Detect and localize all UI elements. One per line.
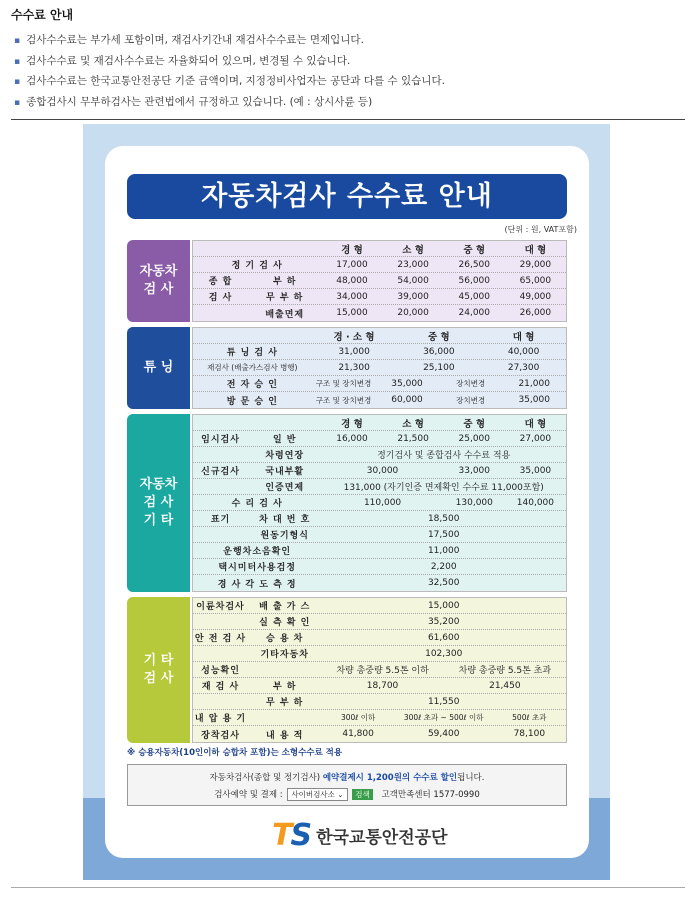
table-header: 경 · 소 형 [333,331,375,343]
row-label: 기타자동차 [260,650,309,660]
table-cell: 102,300 [425,648,463,659]
table-row [193,273,566,289]
table-cell: 21,300 [338,362,370,373]
table-cell: 장치변경 [456,395,486,405]
logo-s: S [290,818,311,853]
discount-line [128,771,566,783]
row-label: 재검사 (배출가스검사 병행) [207,363,298,372]
table-row [193,511,566,527]
table-row [193,392,566,408]
table-cell: 25,000 [458,433,490,444]
row-label: 성능확인 [201,666,240,676]
row-label: 표기 [210,515,231,525]
poster-title: 자동차검사 수수료 안내 [127,174,567,219]
table-cell: 59,400 [427,729,460,739]
row-label: 차령연장 [265,451,305,461]
table-cell: 36,000 [423,346,455,357]
row-label: 안 전 검 사 [194,634,247,644]
table-row [193,257,566,273]
table-header: 소 형 [402,244,424,256]
table-row [193,726,566,742]
row-label: 배 출 가 스 [259,602,311,612]
center-select[interactable] [287,788,347,801]
table-cell: 65,000 [519,275,552,286]
row-label: 차 대 번 호 [259,515,311,525]
table-cell: 60,000 [391,395,423,405]
table-cell: 21,000 [518,378,550,389]
table-cell: 45,000 [458,291,490,302]
row-label: 배출면제 [265,309,305,320]
table-cell: 27,300 [507,362,540,373]
fee-poster [83,124,610,880]
row-label: 운행차소음확인 [223,547,292,557]
section-label: 기 타 검 사 [127,597,190,743]
table-cell: 24,000 [458,308,490,318]
table-row [193,646,566,662]
table-cell: 17,500 [427,529,460,540]
divider [11,887,685,888]
table-row [193,305,566,321]
table-row [193,241,566,257]
table-row [193,360,566,376]
row-label: 방 문 승 인 [226,396,278,407]
table-row [193,376,566,392]
row-label: 재 검 사 [201,682,240,692]
row-label: 내 용 적 [266,730,304,741]
discount-text: 자동차검사(종합 및 정기검사) [209,773,321,783]
row-label: 수 리 검 사 [231,499,283,509]
row-label: 장착검사 [201,730,240,741]
row-label: 일 반 [272,435,297,445]
reserve-line [128,788,566,801]
row-label: 국내부활 [265,467,305,477]
poster-card [105,146,589,858]
table-row [193,431,566,447]
row-label: 경 사 각 도 측 정 [217,579,297,590]
table-header: 대 형 [524,418,547,430]
table-cell: 15,000 [336,308,368,318]
table-row [193,447,566,463]
row-label: 내 압 용 기 [194,714,247,724]
table-cell: 130,000 [455,497,493,508]
row-label: 원동기형식 [260,531,309,541]
table-row [193,614,566,630]
table-cell: 300ℓ 초과 ~ 500ℓ 이하 [403,713,484,722]
table-cell: 500ℓ 초과 [512,713,547,722]
table-header: 대 형 [524,244,547,256]
row-label: 정 기 검 사 [231,261,283,271]
note-item: ▪ 검사수수료는 한국교통안전공단 기준 금액이며, 지정정비사업자는 공단과 다를 수 있습니다. [14,71,445,92]
table-cell: 131,000 (자기인증 면제확인 수수료 11,000포함) [343,483,544,493]
table-cell: 35,200 [427,616,460,627]
table-cell: 16,000 [336,433,368,444]
row-label: 신규검사 [201,467,240,477]
row-label: 검 사 [208,293,233,303]
table-cell: 18,500 [427,513,460,524]
table-row [193,662,566,678]
table-row [193,559,566,575]
logo-text: 한국교통안전공단 [316,828,448,848]
table-cell: 29,000 [519,259,552,270]
table-header: 중 형 [463,244,486,256]
row-label: 택시미터사용검정 [218,563,296,573]
section-label: 자동차 검 사 기 타 [127,414,190,592]
table-row [193,710,566,726]
table-cell: 61,600 [427,632,460,643]
table-cell: 20,000 [397,308,429,318]
divider [11,119,685,120]
table-row [193,328,566,344]
table-cell: 차량 총중량 5.5톤 이하 [336,666,429,676]
row-label: 종 합 [208,277,233,287]
table-cell: 11,550 [427,696,460,707]
discount-suffix: 됩니다. [457,773,485,783]
table-cell: 54,000 [397,275,429,286]
table-cell: 32,500 [427,578,460,588]
section-inspection [127,240,567,322]
row-label: 부 하 [272,277,297,287]
discount-highlight: 예약결제시 1,200원의 수수료 할인 [322,773,458,783]
table-cell: 39,000 [397,291,429,302]
center-select-value: 사이버검사소 [291,790,335,799]
inspection-table [192,240,567,322]
table-cell: 49,000 [519,291,552,302]
kotsa-logo [272,818,447,853]
note-item: ▪ 종합검사시 무부하검사는 관련법에서 규정하고 있습니다. (예 : 상시사륜 등) [14,92,445,113]
table-cell: 23,000 [397,259,429,270]
row-label: 부 하 [272,682,297,692]
section-tuning [127,327,567,409]
row-label: 실 측 확 인 [259,618,311,628]
row-label: 임시검사 [201,435,240,445]
table-cell: 30,000 [366,465,399,476]
table-cell: 56,000 [458,275,490,286]
ts-logo-icon [272,818,310,853]
table-cell: 33,000 [458,465,491,476]
table-row [193,598,566,614]
table-cell: 26,000 [519,308,552,318]
table-cell: 18,700 [366,680,399,691]
notes-list [14,30,445,112]
chevron-down-icon: ⌄ [337,790,344,799]
table-row [193,495,566,511]
table-row [193,630,566,646]
table-cell: 2,200 [430,561,457,572]
row-label: 무 부 하 [266,698,304,708]
search-button[interactable]: 검색 [352,789,373,800]
table-cell: 정기검사 및 종합검사 수수료 적용 [377,451,511,461]
etc-table [192,597,567,743]
reservation-info [127,764,567,806]
table-cell: 15,000 [427,600,460,611]
table-row [193,344,566,360]
unit-note: (단위 : 원, VAT포함) [504,225,577,234]
table-cell: 35,000 [391,378,423,389]
table-cell: 35,000 [519,465,552,476]
logo-t: T [272,818,291,853]
tuning-table [192,327,567,409]
footnote: ※ 승용자동차(10인이하 승합차 포함)는 소형수수료 적용 [127,748,343,758]
table-cell: 140,000 [516,497,555,508]
table-header: 경 형 [341,418,363,430]
row-label: 전 자 승 인 [226,380,278,390]
table-cell: 110,000 [363,497,402,508]
table-header: 대 형 [512,331,535,343]
row-label: 인증면제 [265,483,305,493]
table-row [193,694,566,710]
table-cell: 48,000 [336,275,368,286]
table-row [193,575,566,591]
table-cell: 21,450 [489,680,521,691]
section-other-inspection [127,414,567,592]
reserve-label: 검사예약 및 결제 : [214,790,283,800]
section-label: 자동차 검 사 [127,240,190,322]
table-row [193,415,566,431]
table-header: 중 형 [428,331,450,343]
row-label: 승 용 차 [266,634,304,644]
table-row [193,543,566,559]
note-item: ▪ 검사수수료는 부가세 포함이며, 재검사기간내 재검사수수료는 면제입니다. [14,30,445,51]
row-label: 튜 닝 검 사 [226,348,278,358]
table-header: 중 형 [463,418,486,430]
table-cell: 25,100 [423,362,455,373]
table-cell: 40,000 [507,346,540,357]
table-row [193,678,566,694]
table-header: 소 형 [402,418,424,430]
section-label: 튜 닝 [127,327,190,409]
table-cell: 34,000 [336,291,368,302]
table-row [193,463,566,479]
table-cell: 35,000 [518,395,550,405]
table-cell: 26,500 [458,259,490,270]
table-cell: 21,500 [397,433,429,444]
table-cell: 31,000 [338,346,370,357]
table-cell: 17,000 [336,259,368,270]
table-cell: 27,000 [519,433,552,444]
row-label: 이륜차검사 [196,602,245,612]
table-row [193,479,566,495]
other-inspection-table [192,414,567,592]
table-cell: 11,000 [427,545,460,556]
table-cell: 78,100 [513,729,546,739]
page-title: 수수료 안내 [11,8,74,22]
table-cell: 구조 및 장치변경 [315,395,372,405]
table-cell: 41,800 [342,729,374,739]
table-cell: 300ℓ 이하 [340,713,376,722]
contact-text: 고객만족센터 1577-0990 [381,790,480,800]
table-cell: 장치변경 [456,379,486,388]
section-etc [127,597,567,743]
table-row [193,527,566,543]
table-header: 경 형 [341,244,363,256]
table-cell: 구조 및 장치변경 [315,379,372,388]
table-cell: 차량 총중량 5.5톤 초과 [458,666,552,676]
row-label: 무 부 하 [266,293,304,303]
note-item: ▪ 검사수수료 및 재검사수수료는 자율화되어 있으며, 변경될 수 있습니다. [14,51,445,72]
table-row [193,289,566,305]
